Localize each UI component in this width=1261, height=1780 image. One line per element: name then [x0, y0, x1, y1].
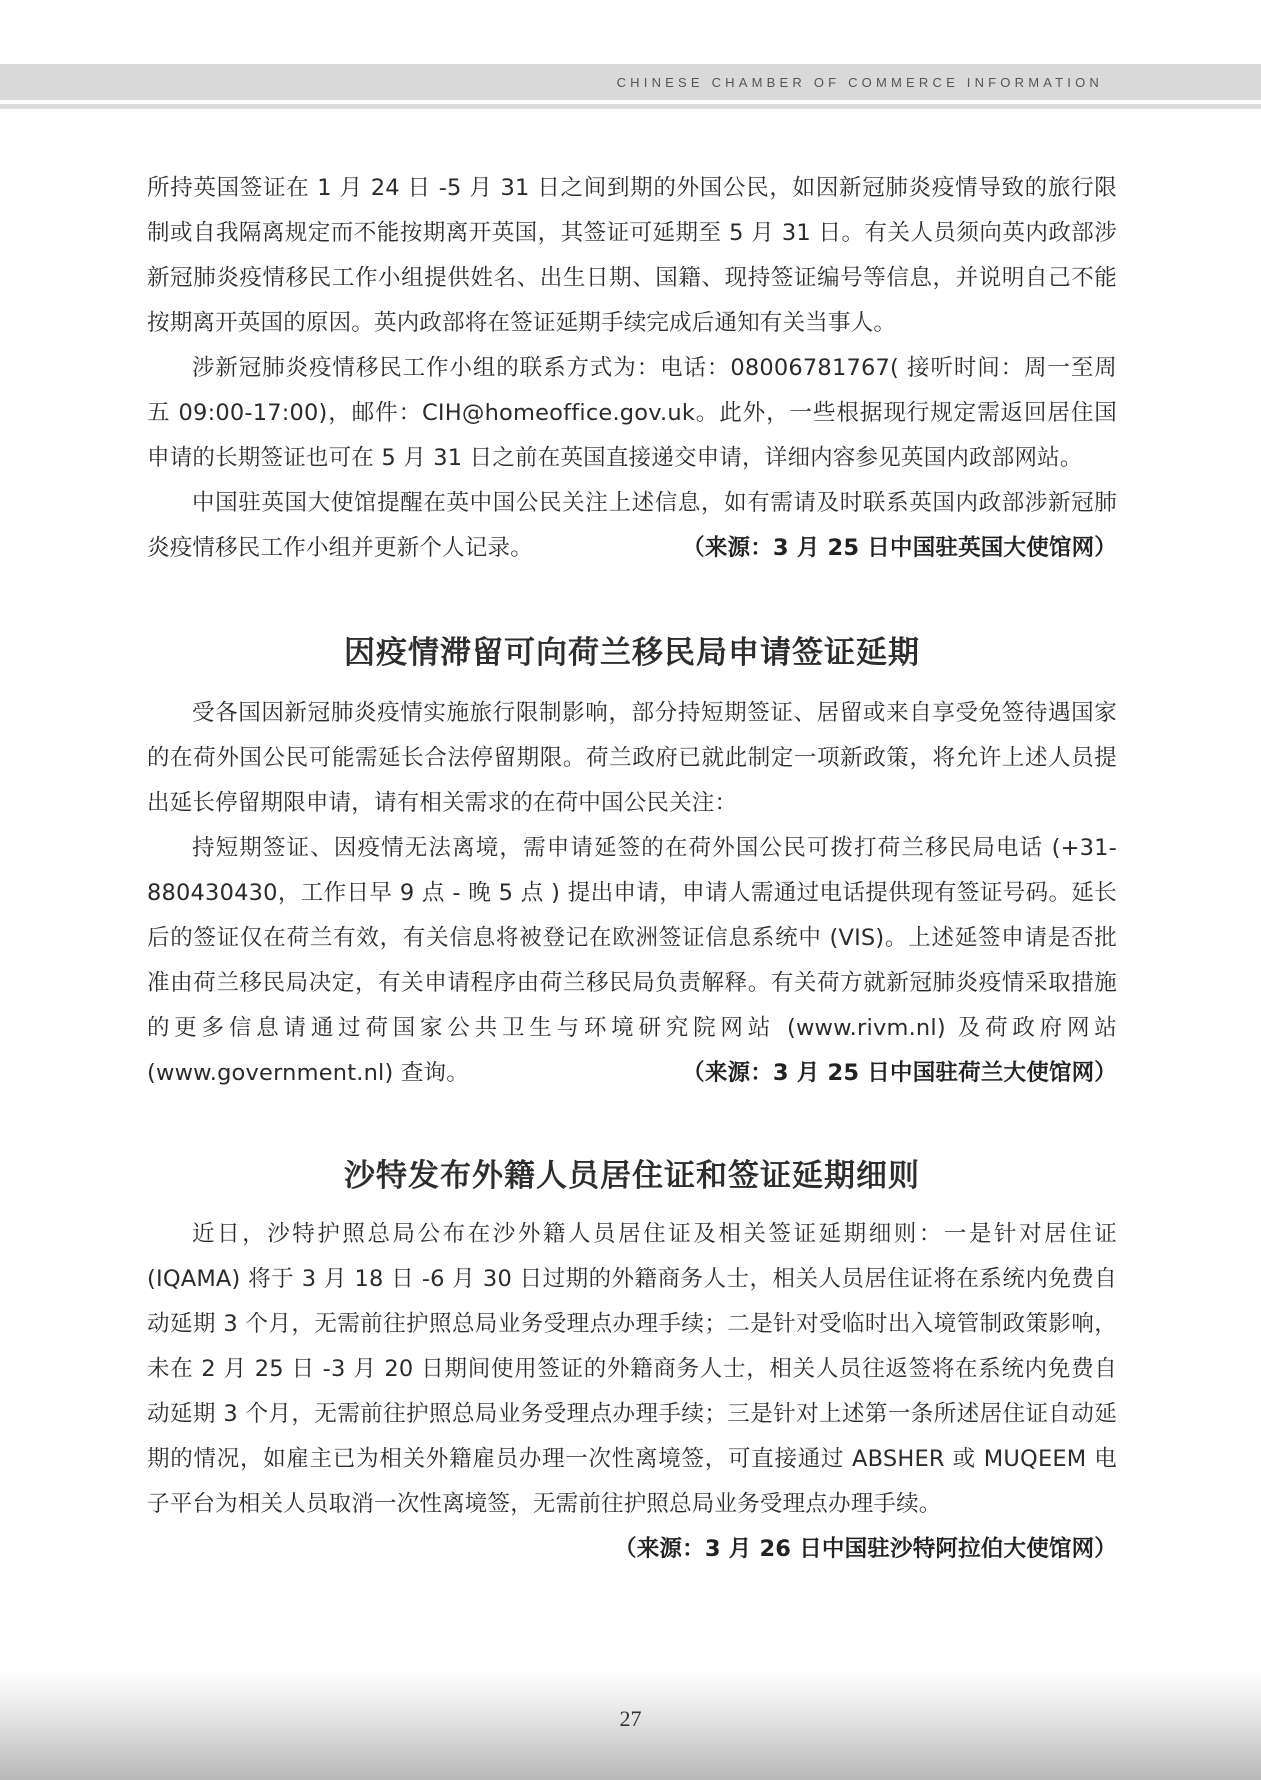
paragraph	[147, 826, 1117, 1096]
article-saudi-residence-visa-extension	[147, 1152, 1117, 1572]
article-netherlands-visa-extension	[147, 629, 1117, 1096]
page-number: 27	[619, 1706, 642, 1731]
source-citation: （来源：3 月 26 日中国驻沙特阿拉伯大使馆网）	[614, 1536, 1117, 1562]
paragraph-text: 中国驻英国大使馆提醒在英中国公民关注上述信息，如有需请及时联系英国内政部涉新冠肺炎疫情移民工作小组并更新个人记录。	[147, 490, 1117, 561]
paragraph: 涉新冠肺炎疫情移民工作小组的联系方式为：电话：08006781767( 接听时间：周一至周五 09:00-17:00)，邮件：CIH@homeoffice.gov.uk。此外，一些根据现行规定需返回居住国申请的长期签证也可在 5 月 31 日之前在英国直接递交申请，详细内容参见英国内政部网站。	[147, 355, 1117, 471]
source-citation: （来源：3 月 25 日中国驻英国大使馆网）	[682, 535, 1117, 561]
paragraph	[147, 481, 1117, 571]
article-title: 因疫情滞留可向荷兰移民局申请签证延期	[344, 635, 920, 671]
paragraph-text: 近日，沙特护照总局公布在沙外籍人员居住证及相关签证延期细则：一是针对居住证 (IQAMA) 将于 3 月 18 日 -6 月 30 日过期的外籍商务人士，相关人员居住证将在系统内免费自动延期 3 个月，无需前往护照总局业务受理点办理手续；二是针对受临时出入境管制政策影响，未在 2 月 25 日 -3 月 20 日期间使用签证的外籍商务人士，相关人员往返签将在系统内免费自动延期 3 个月，无需前往护照总局业务受理点办理手续；三是针对上述第一条所述居住证自动延期的情况，如雇主已为相关外籍雇员办理一次性离境签，可直接通过 ABSHER 或 MUQEEM 电子平台为相关人员取消一次性离境签，无需前往护照总局业务受理点办理手续。	[147, 1221, 1117, 1517]
paragraph	[147, 1212, 1117, 1572]
paragraph: 所持英国签证在 1 月 24 日 -5 月 31 日之间到期的外国公民，如因新冠肺炎疫情导致的旅行限制或自我隔离规定而不能按期离开英国，其签证可延期至 5 月 31 日。有关人员须向英内政部涉新冠肺炎疫情移民工作小组提供姓名、出生日期、国籍、现持签证编号等信息，并说明自己不能按期离开英国的原因。英内政部将在签证延期手续完成后通知有关当事人。	[147, 175, 1117, 336]
paragraph: 受各国因新冠肺炎疫情实施旅行限制影响，部分持短期签证、居留或来自享受免签待遇国家的在荷外国公民可能需延长合法停留期限。荷兰政府已就此制定一项新政策，将允许上述人员提出延长停留期限申请，请有相关需求的在荷中国公民关注：	[147, 700, 1117, 816]
paragraph-text: 持短期签证、因疫情无法离境，需申请延签的在荷外国公民可拨打荷兰移民局电话 (+31-880430430，工作日早 9 点 - 晚 5 点 ) 提出申请，申请人需通过电话提供现有签证号码。延长后的签证仅在荷兰有效，有关信息将被登记在欧洲签证信息系统中 (VIS)。上述延签申请是否批准由荷兰移民局决定，有关申请程序由荷兰移民局负责解释。有关荷方就新冠肺炎疫情采取措施的更多信息请通过荷国家公共卫生与环境研究院网站 (www.rivm.nl) 及荷政府网站 (www.government.nl) 查询。	[147, 835, 1117, 1086]
article-content	[147, 166, 1117, 1572]
header-divider	[0, 104, 1261, 109]
article-title: 沙特发布外籍人员居住证和签证延期细则	[344, 1158, 920, 1194]
publication-header: CHINESE CHAMBER OF COMMERCE INFORMATION	[616, 75, 1103, 90]
source-citation: （来源：3 月 25 日中国驻荷兰大使馆网）	[682, 1060, 1117, 1086]
article-uk-visa-extension	[147, 166, 1117, 571]
